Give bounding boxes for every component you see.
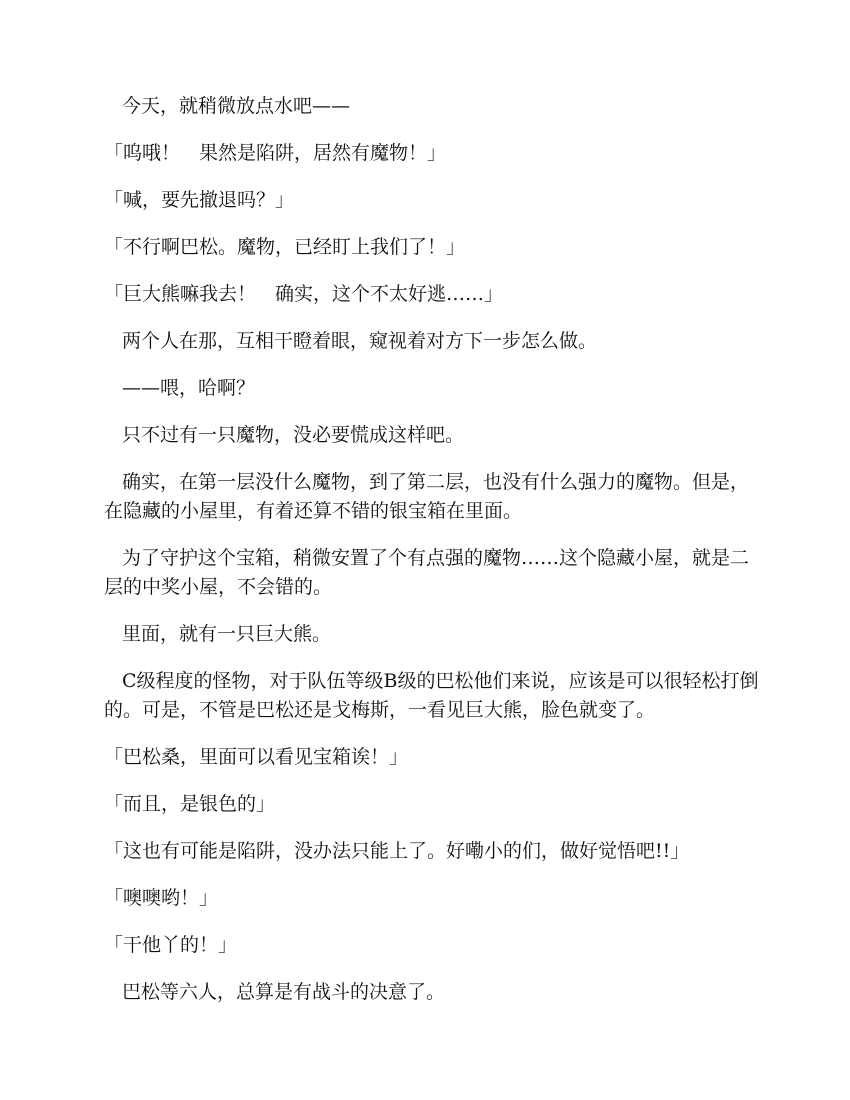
paragraph: 巴松等六人，总算是有战斗的决意了。 [122,981,446,1003]
dialog-line: 「干他丫的！」 [104,934,238,956]
dialog-line: 「喊，要先撤退吗？」 [104,189,295,211]
paragraph: 今天，就稍微放点水吧—— [122,95,351,117]
dialog-line: 「不行啊巴松。魔物，已经盯上我们了！」 [104,236,466,258]
dialog-line: 「巴松桑，里面可以看见宝箱诶！」 [104,746,409,768]
document-body [104,92,764,1025]
dialog-line: 「而且，是银色的」 [104,793,276,815]
dialog-line: 「巨大熊嘛我去！ 确实，这个不太好逃……」 [104,283,504,305]
paragraph: 确实，在第一层没什么魔物，到了第二层，也没有什么强力的魔物。但是，在隐藏的小屋里，有着还算不错的银宝箱在里面。 [104,471,750,522]
paragraph: 里面，就有一只巨大熊。 [122,623,332,645]
dialog-line: 「这也有可能是陷阱，没办法只能上了。好嘞小的们，做好觉悟吧!!」 [104,840,690,862]
paragraph: 为了守护这个宝箱，稍微安置了个有点强的魔物……这个隐藏小屋，就是二层的中奖小屋，不会错的。 [104,547,750,598]
paragraph: ——喂，哈啊？ [122,377,256,399]
paragraph: C级程度的怪物，对于队伍等级B级的巴松他们来说，应该是可以很轻松打倒的。可是，不管是巴松还是戈梅斯，一看见巨大熊，脸色就变了。 [104,670,759,721]
dialog-line: 「呜哦！ 果然是陷阱，居然有魔物！」 [104,142,447,164]
paragraph: 只不过有一只魔物，没必要慌成这样吧。 [122,424,465,446]
dialog-line: 「噢噢哟！」 [104,887,219,909]
paragraph: 两个人在那，互相干瞪着眼，窥视着对方下一步怎么做。 [122,330,598,352]
